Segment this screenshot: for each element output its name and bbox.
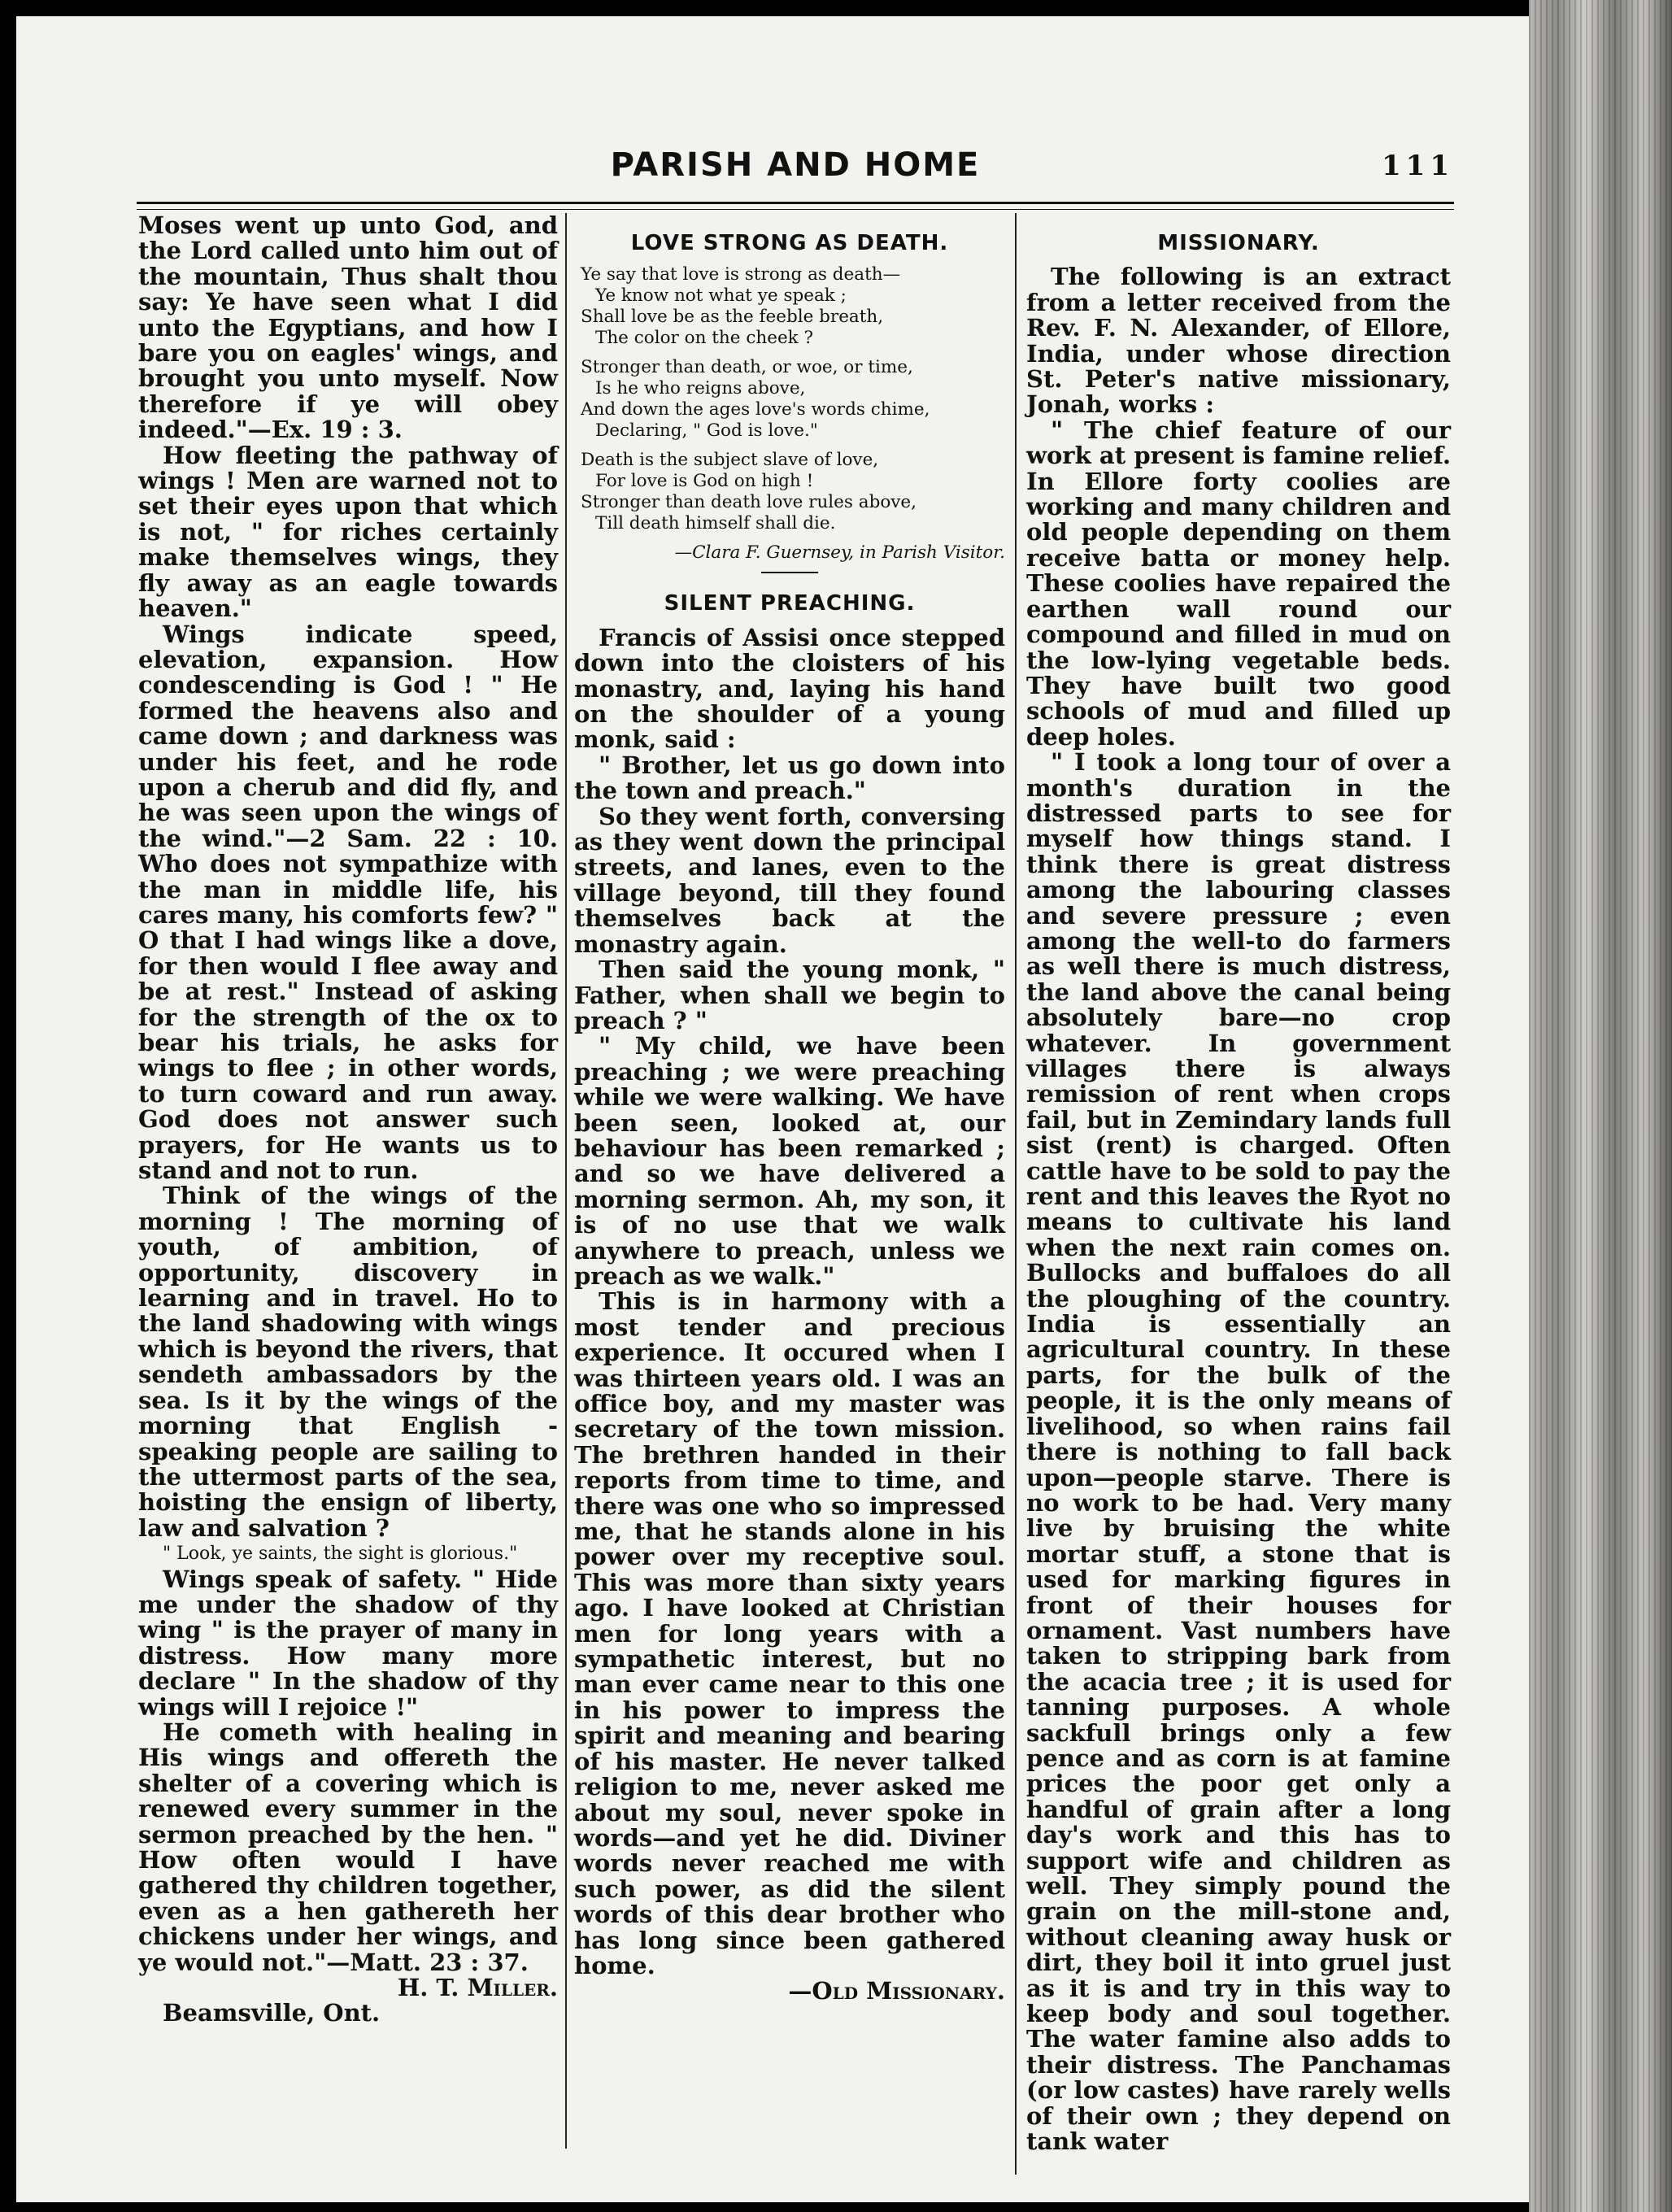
column-1 [138,213,558,2027]
header-rule-thin [137,209,1454,210]
paragraph: " My child, we have been preaching ; we were preaching while we were walking. We have been seen, looked at, our behaviour has been remarked ; and so we have delivered a morning sermon. Ah, my son, it is of no use that we walk anywhere to preach, unless we preach as we walk." [574,1032,1005,1290]
author-place: Beamsville, Ont. [163,1999,381,2027]
paragraph: How fleeting the pathway of wings ! Men are warned not to set their eyes upon that which is not, " for riches certainly make themselves wings, they fly away as an eagle towards heaven." [138,441,558,623]
page-number: 111 [1382,150,1454,182]
paragraph: Moses went up unto God, and the Lord called unto him out of the mountain, Thus shalt thou say: Ye have seen what I did unto the Egyptians, and how I bare you on eagles' wings, and brought you unto myself. Now therefore if ye will obey indeed."—Ex. 19 : 3. [138,211,558,444]
poem-line: For love is God on high ! [595,471,814,492]
poem-credit: —Clara F. Guernsey, in Parish Visitor. [674,542,1005,564]
poem-line: Death is the subject slave of love, [581,450,879,471]
poem [581,264,1005,564]
header-rule-thick [137,202,1454,204]
paragraph: " The chief feature of our work at present is famine relief. In Ellore forty coolies are working and many children and old people depending on them receive batta or money help. These coolies have repaired the earthen wall round our compound and filled in mud on the low-lying vegetable beds. They have built two good schools of mud and filled up deep holes. [1026,416,1451,751]
article-signature: —Old Missionary. [788,1977,1005,2005]
paragraph: So they went forth, conversing as they went down the principal streets, and lanes, even to the village beyond, till they found themselves back at the monastry again. [574,802,1005,958]
paragraph: " I took a long tour of over a month's duration in the distressed parts to see for myself how things stand. I think there is great distress among the labouring classes and severe pressure ; even among the well-to do farmers as well there is much distress, the land above the canal being absolutely bare—no crop whatever. In government villages there is always remission of rent when crops fail, but in Zemindary lands full sist (rent) is charged. Often cattle have to be sold to pay the rent and this leaves the Ryot no means to cultivate his land when the next rain comes on. Bullocks and buffaloes do all the ploughing of the country. India is essentially an agricultural country. In these parts, for the bulk of the people, it is the only means of livelihood, so when rains fail there is nothing to fall back upon—people starve. There is no work to be had. Very many live by bruising the white mortar stuff, a stone that is used for marking figures in front of their houses for ornament. Vast numbers have taken to stripping bark from the acacia tree ; it is used for tanning purposes. A whole sackfull brings only a few pence and as corn is at famine prices the poor get only a handful of grain after a long day's work and this has to support wife and children as well. They simply pound the grain on the mill-stone and, without cleaning away husk or dirt, they boil it into gruel just as it is and try in this way to keep body and soul together. The water famine also adds to their distress. The Panchamas (or low castes) have rarely wells of their own ; they depend on tank water [1026,748,1451,2156]
paragraph: The following is an extract from a letter received from the Rev. F. N. Alexander, of Ellore, India, under whose direction St. Peter's native missionary, Jonah, works : [1026,263,1451,419]
poem-line: And down the ages love's words chime, [581,399,930,420]
poem-line: Ye say that love is strong as death— [581,264,901,285]
section-title: MISSIONARY. [1157,231,1320,255]
paragraph: Then said the young monk, " Father, when shall we begin to preach ? " [574,956,1005,1034]
poem-line: Declaring, " God is love." [595,420,818,442]
column-divider-1 [565,213,567,2149]
paragraph: Wings indicate speed, elevation, expansion. How condescending is God ! " He formed the heavens also and came down ; and darkness was under his feet, and he rode upon a cherub and did fly, and he was seen upon the wings of the wind."—2 Sam. 22 : 10. Who does not sympathize with the man in middle life, his cares many, his comforts few? " O that I had wings like a dove, for then would I flee away and be at rest." Instead of asking for the strength of the ox to bear his trials, he asks for wings to flee ; in other words, to turn coward and run away. God does not answer such prayers, for He wants us to stand and not to run. [138,620,558,1185]
poem-line: Ye know not what ye speak ; [595,285,847,307]
section-divider [761,572,818,573]
poem-title: LOVE STRONG AS DEATH. [630,231,949,255]
paragraph: Wings speak of safety. " Hide me under the shadow of thy wing " is the prayer of many in distress. How many more declare " In the shadow of thy wings will I rejoice !" [138,1565,558,1721]
page-header [137,146,1454,195]
author-signature: H. T. Miller. [397,1974,558,2002]
poem-stanza [581,264,1005,349]
poem-line: Shall love be as the feeble breath, [581,307,884,328]
column-3 [1026,213,1451,2154]
paragraph: Francis of Assisi once stepped down into the cloisters of his monastry, and, laying his hand on the shoulder of a young monk, said : [574,623,1005,754]
poem-line: Is he who reigns above, [595,378,806,399]
paragraph: " Brother, let us go down into the town and preach." [574,751,1005,805]
book-page-edges [1529,0,1672,2212]
page-title: PARISH AND HOME [610,146,981,184]
paragraph: Think of the wings of the morning ! The morning of youth, of ambition, of opportunity, discovery in learning and in travel. Ho to the land shadowing with wings which is beyond the rivers, that sendeth ambassadors by the sea. Is it by the wings of the morning that English - speaking people are sailing to the uttermost parts of the sea, hoisting the ensign of liberty, law and salvation ? [138,1182,558,1542]
poem-line: Stronger than death love rules above, [581,492,917,513]
poem-line: Stronger than death, or woe, or time, [581,357,913,378]
poem-line: The color on the cheek ? [595,328,814,349]
column-divider-2 [1015,213,1017,2175]
poem-stanza [581,450,1005,534]
column-2 [574,213,1005,2005]
poem-line: Till death himself shall die. [595,513,836,534]
article-title: SILENT PREACHING. [664,591,916,616]
paragraph: This is in harmony with a most tender and precious experience. It occured when I was thirteen years old. I was an office boy, and my master was secretary of the town mission. The brethren handed in their reports from time to time, and there was one who so impressed me, that he stands alone in his power over my receptive soul. This was more than sixty years ago. I have looked at Christian men for long years with a sympathetic interest, but no man ever came near to this one in his power to impress the spirit and meaning and bearing of his master. He never talked religion to me, never asked me about my soul, never spoke in words—and yet he did. Diviner words never reached me with such power, as did the silent words of this dear brother who has long since been gathered home. [574,1287,1005,1979]
paragraph: He cometh with healing in His wings and offereth the shelter of a covering which is renewed every summer in the sermon preached by the hen. " How often would I have gathered thy children together, even as a hen gathereth her chickens under her wings, and ye would not."—Matt. 23 : 37. [138,1718,558,1976]
poem-stanza [581,357,1005,442]
hymn-quote: " Look, ye saints, the sight is glorious." [163,1544,518,1565]
